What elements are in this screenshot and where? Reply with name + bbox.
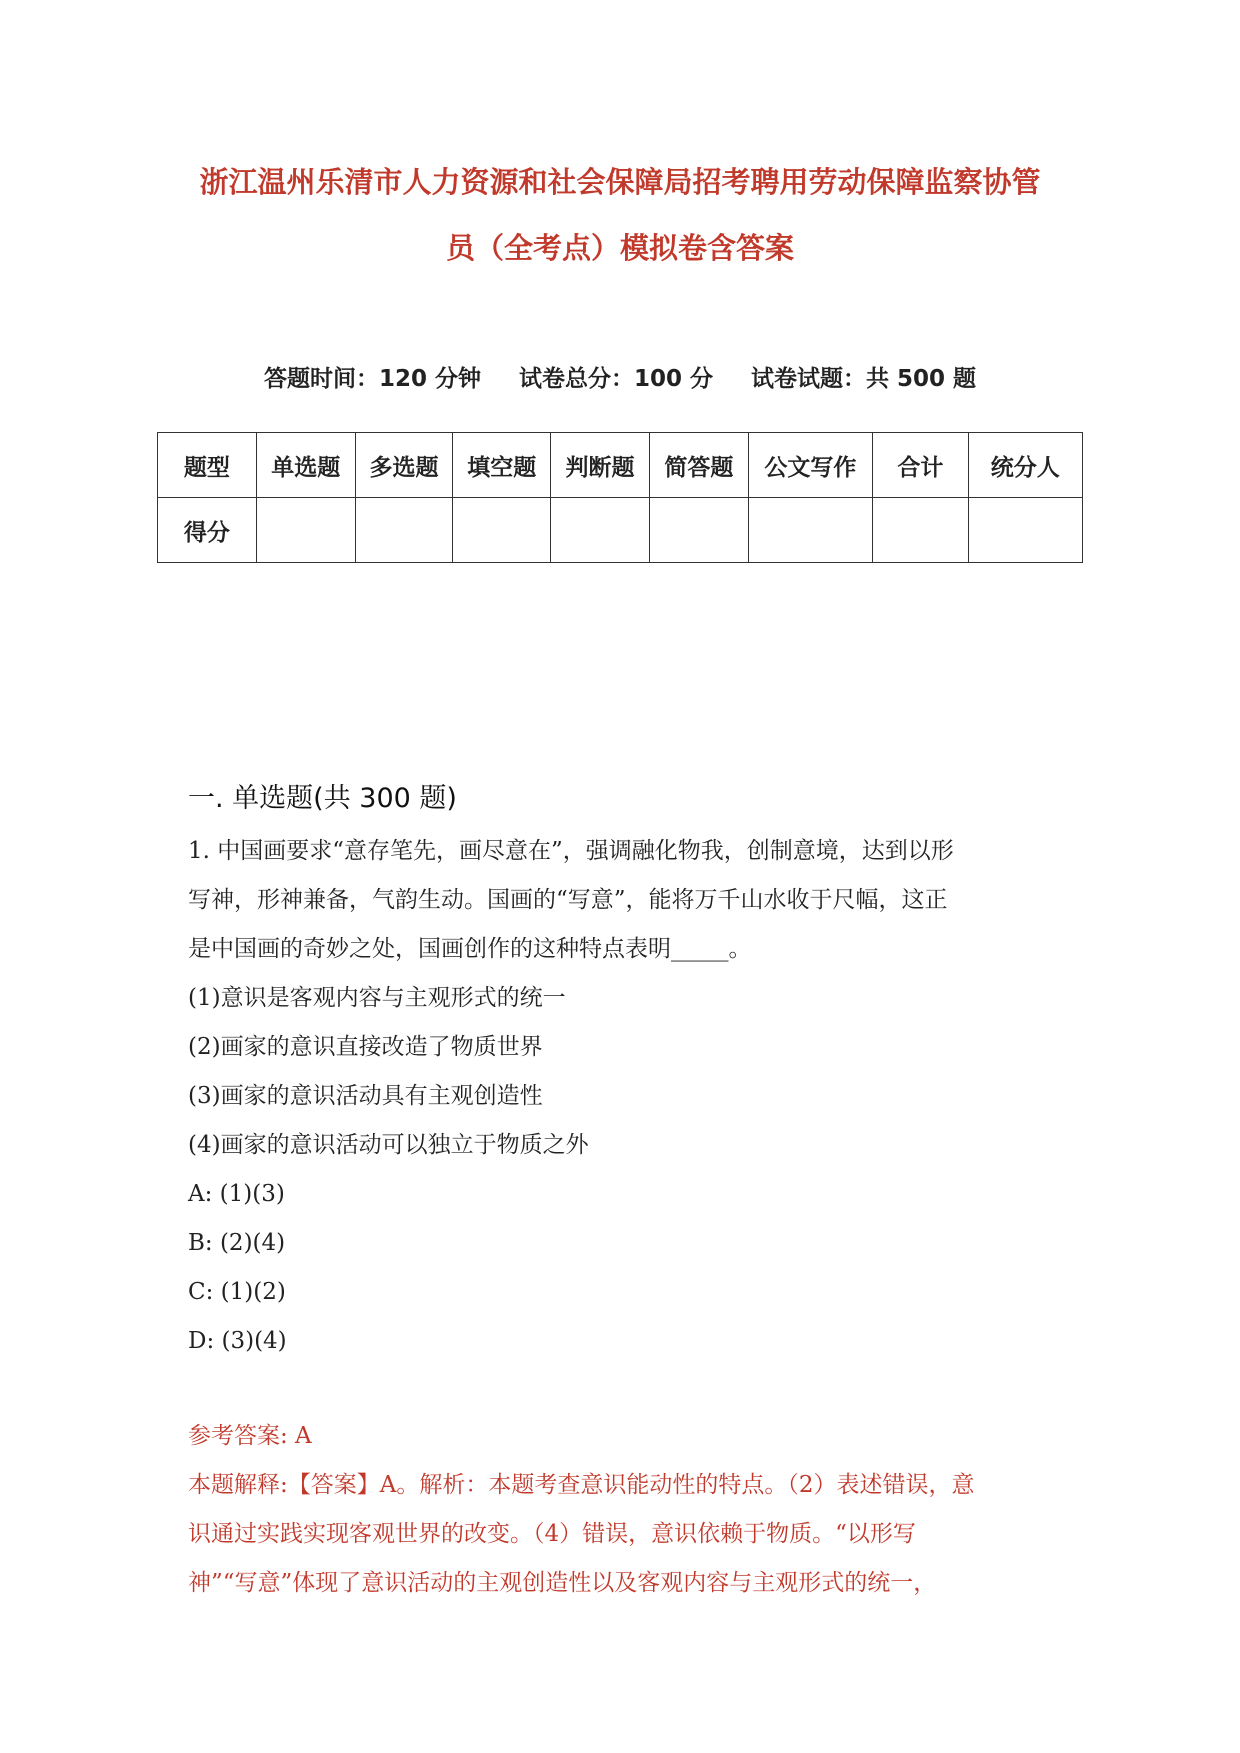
score-table-header-cell: 单选题 bbox=[256, 433, 355, 498]
score-table bbox=[157, 432, 1083, 563]
score-cell-fill-blank[interactable] bbox=[453, 498, 551, 563]
score-cell-true-false[interactable] bbox=[551, 498, 650, 563]
question-stem-line: 1. 中国画要求“意存笔先，画尽意在”，强调融化物我，创制意境，达到以形 bbox=[188, 838, 954, 864]
question-statement: (1)意识是客观内容与主观形式的统一 bbox=[188, 985, 566, 1011]
exam-question-count: 试卷试题：共 500 题 bbox=[751, 366, 977, 392]
explanation-line: 神”“写意”体现了意识活动的主观创造性以及客观内容与主观形式的统一， bbox=[188, 1570, 937, 1596]
score-table-header-cell: 判断题 bbox=[551, 433, 650, 498]
score-table-header-cell: 公文写作 bbox=[748, 433, 872, 498]
explanation-line: 识通过实践实现客观世界的改变。（4）错误，意识依赖于物质。“以形写 bbox=[188, 1521, 916, 1547]
score-cell-single-choice[interactable] bbox=[256, 498, 355, 563]
score-table-header-cell: 多选题 bbox=[355, 433, 453, 498]
score-table-row-label: 得分 bbox=[158, 498, 257, 563]
explanation-line: 本题解释:【答案】A。解析：本题考查意识能动性的特点。（2）表述错误，意 bbox=[188, 1472, 975, 1498]
question-stem-line: 是中国画的奇妙之处，国画创作的这种特点表明_____。 bbox=[188, 936, 752, 962]
score-table-header-cell: 题型 bbox=[158, 433, 257, 498]
exam-total-score: 试卷总分：100 分 bbox=[518, 366, 714, 392]
score-cell-official-writing[interactable] bbox=[748, 498, 872, 563]
exam-meta bbox=[150, 360, 1090, 393]
score-table-header-row bbox=[158, 433, 1083, 498]
section-heading: 一. 单选题(共 300 题) bbox=[188, 783, 457, 814]
score-table-header-cell: 统分人 bbox=[968, 433, 1082, 498]
option-c[interactable]: C: (1)(2) bbox=[188, 1279, 286, 1305]
score-table-header-cell: 合计 bbox=[873, 433, 968, 498]
option-d[interactable]: D: (3)(4) bbox=[188, 1328, 287, 1354]
document-title-line-1: 浙江温州乐清市人力资源和社会保障局招考聘用劳动保障监察协管 bbox=[199, 165, 1041, 199]
question-1 bbox=[188, 827, 1068, 1366]
option-b[interactable]: B: (2)(4) bbox=[188, 1230, 286, 1256]
score-cell-multiple-choice[interactable] bbox=[355, 498, 453, 563]
question-statement: (2)画家的意识直接改造了物质世界 bbox=[188, 1034, 543, 1060]
option-a[interactable]: A: (1)(3) bbox=[188, 1181, 285, 1207]
score-table-header-cell: 简答题 bbox=[649, 433, 748, 498]
question-stem-line: 写神，形神兼备，气韵生动。国画的“写意”，能将万千山水收于尺幅，这正 bbox=[188, 887, 948, 913]
score-cell-grader[interactable] bbox=[968, 498, 1082, 563]
exam-time: 答题时间：120 分钟 bbox=[263, 366, 481, 392]
reference-answer: 参考答案: A bbox=[188, 1423, 312, 1449]
score-table-score-row bbox=[158, 498, 1083, 563]
score-cell-total[interactable] bbox=[873, 498, 968, 563]
score-table-header-cell: 填空题 bbox=[453, 433, 551, 498]
question-statement: (4)画家的意识活动可以独立于物质之外 bbox=[188, 1132, 589, 1158]
question-statement: (3)画家的意识活动具有主观创造性 bbox=[188, 1083, 543, 1109]
document-title-line-2: 员（全考点）模拟卷含答案 bbox=[445, 231, 794, 265]
answer-block bbox=[188, 1412, 1068, 1608]
score-cell-short-answer[interactable] bbox=[649, 498, 748, 563]
